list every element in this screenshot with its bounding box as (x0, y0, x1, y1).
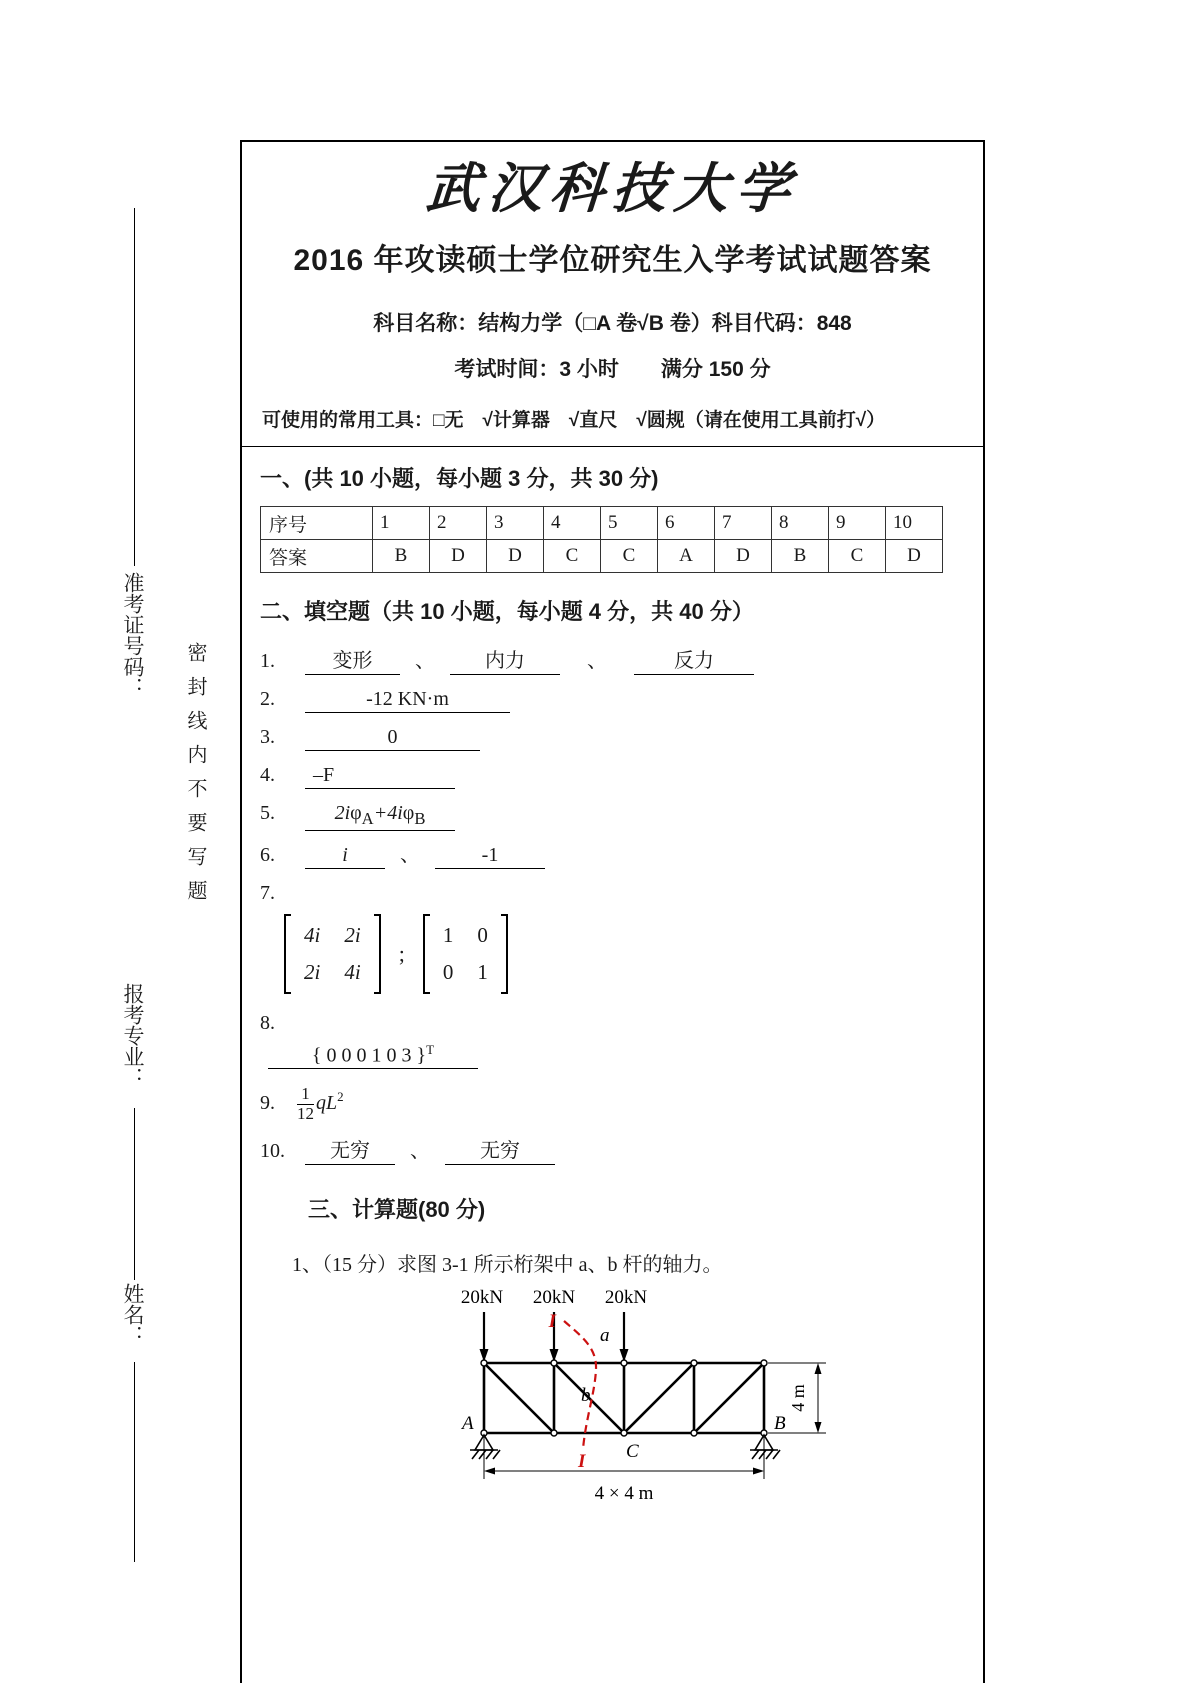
question-number: 5 (601, 507, 658, 540)
matrix-cell: 2i (344, 922, 361, 947)
fill-item-8 (260, 1010, 983, 1036)
answer-cell: D (715, 540, 772, 573)
multiple-choice-answer-table (260, 506, 943, 573)
answer-part: φ (402, 802, 415, 824)
item-number: 3. (260, 726, 275, 748)
question-number: 3 (487, 507, 544, 540)
fill-item-5 (260, 800, 983, 831)
answer-cell: D (430, 540, 487, 573)
truss-figure (442, 1285, 877, 1520)
fill-item-2 (260, 686, 983, 713)
question-number: 4 (544, 507, 601, 540)
answer-cell: D (487, 540, 544, 573)
fill-item-9 (260, 1085, 983, 1123)
load-label: 20kN (460, 1286, 504, 1308)
answer-subscript: A (361, 809, 374, 828)
exam-time-line: 考试时间：3 小时 满分 150 分 (454, 358, 771, 381)
answer-part: φ (350, 802, 362, 824)
item-number: 1. (260, 650, 275, 672)
item-number: 8. (260, 1011, 275, 1034)
question-number: 10 (886, 507, 943, 540)
allowed-tools-line: 可使用的常用工具：□无 √计算器 √直尺 √圆规（请在使用工具前打√） (262, 410, 886, 431)
answer-cell: C (601, 540, 658, 573)
seal-line-text: 密封线内不要写题 (184, 642, 206, 914)
fill-item-4 (260, 762, 983, 789)
answer-superscript: 2 (337, 1089, 344, 1105)
fill-item-6 (260, 842, 983, 869)
university-calligraphy-logo: 武汉科技大学 (424, 156, 801, 220)
question-number: 1 (373, 507, 430, 540)
answer-superscript: T (426, 1041, 435, 1057)
blank-answer: -12 KN·m (305, 686, 510, 713)
blank-answer (305, 800, 455, 831)
blank-answer: 变形 (305, 648, 400, 675)
matrix-cells (291, 914, 374, 994)
separator: 、 (587, 650, 607, 672)
name-fill-line (134, 1362, 135, 1562)
answer-cell: D (886, 540, 943, 573)
item-number: 10. (260, 1139, 285, 1162)
matrix-cell: 1 (442, 922, 454, 947)
support-B (750, 1435, 780, 1459)
exam-number-label: 准考证号码： (121, 572, 145, 698)
matrix-cell: 4i (304, 922, 321, 947)
item-number: 5. (260, 802, 275, 824)
blank-answer: –F (305, 762, 455, 789)
blank-answer: -1 (435, 842, 545, 869)
matrix-bracket-right (501, 914, 508, 994)
figure-3-1 (442, 1285, 877, 1525)
answer-part: qL (316, 1092, 338, 1115)
page-title: 2016 年攻读硕士学位研究生入学考试试题答案 (293, 244, 932, 277)
answer-cell: A (658, 540, 715, 573)
blank-answer: 内力 (450, 648, 560, 675)
answer-part: { 0 0 0 1 0 3 } (311, 1044, 427, 1067)
section3-heading: 三、计算题(80 分) (308, 1196, 486, 1222)
separator: 、 (410, 1139, 430, 1162)
fraction (297, 1085, 314, 1123)
subject-line: 科目名称：结构力学（□A 卷√B 卷）科目代码：848 (373, 312, 852, 335)
member-a-label: a (600, 1324, 610, 1346)
node-A-label: A (462, 1412, 474, 1434)
fill-item-3 (260, 724, 983, 751)
node-C-label: C (626, 1440, 639, 1462)
answer-part: +4i (373, 802, 403, 824)
question-number: 2 (430, 507, 487, 540)
matrix-cell: 0 (477, 922, 488, 947)
answer-subscript: B (414, 809, 426, 828)
matrix-separator: ; (398, 940, 405, 966)
table-row-numbers (261, 507, 943, 540)
fill-item-7 (260, 880, 983, 906)
item-number: 6. (260, 843, 275, 866)
matrix-bracket-right (374, 914, 381, 994)
span-dimension-lines (484, 1437, 764, 1479)
matrix-bracket-left (423, 914, 430, 994)
section-label-bottom: I (578, 1450, 586, 1472)
section-label-top: I (548, 1310, 556, 1332)
blank-answer (305, 842, 385, 869)
answer-part: 2i (334, 802, 351, 824)
blank-answer: 反力 (634, 648, 754, 675)
problem1-text: 1、（15 分）求图 3-1 所示桁架中 a、b 杆的轴力。 (292, 1253, 723, 1276)
matrix-cell: 2i (304, 959, 321, 984)
matrix-cell: 1 (477, 959, 488, 984)
matrix-cell: 0 (442, 959, 454, 984)
answer-cell: C (544, 540, 601, 573)
name-label: 姓名： (121, 1283, 145, 1346)
item7-matrices (284, 914, 983, 994)
height-dimension-label: 4 m (788, 1383, 808, 1412)
fill-item-1 (260, 648, 983, 675)
table-row-answers (261, 540, 943, 573)
section1-heading: 一、(共 10 小题，每小题 3 分，共 30 分) (260, 466, 659, 491)
blank-answer (268, 1042, 478, 1070)
support-A (470, 1435, 500, 1459)
answer-cell: B (373, 540, 430, 573)
col-number-label: 序号 (261, 507, 373, 540)
question-number: 7 (715, 507, 772, 540)
fill-item-8-answer (268, 1042, 983, 1070)
major-label: 报考专业： (121, 983, 145, 1088)
col-answer-label: 答案 (261, 540, 373, 573)
blank-answer: 无穷 (445, 1138, 555, 1165)
major-fill-line (134, 1108, 135, 1280)
item-number: 4. (260, 764, 275, 786)
blank-answer: 0 (305, 724, 480, 751)
matrix-cells (430, 914, 501, 994)
member-b-label: b (581, 1384, 591, 1406)
load-label: 20kN (604, 1286, 648, 1308)
answer-part: i (342, 843, 348, 866)
answer-cell: C (829, 540, 886, 573)
matrix-cell: 4i (344, 959, 361, 984)
separator: 、 (415, 650, 435, 672)
fill-item-10 (260, 1138, 983, 1165)
truss-members (484, 1363, 764, 1433)
item-number: 7. (260, 881, 275, 904)
question-number: 8 (772, 507, 829, 540)
section2-heading: 二、填空题（共 10 小题，每小题 4 分，共 40 分） (260, 599, 754, 624)
node-B-label: B (774, 1412, 786, 1434)
question-number: 9 (829, 507, 886, 540)
blank-answer: 无穷 (305, 1138, 395, 1165)
header-divider (242, 446, 983, 447)
load-label: 20kN (532, 1286, 576, 1308)
answer-cell: B (772, 540, 829, 573)
fraction-numerator: 1 (297, 1085, 314, 1105)
identity-matrix (423, 914, 508, 994)
answer-sheet-frame (240, 140, 985, 1683)
fraction-denominator: 12 (297, 1104, 314, 1124)
span-dimension-label: 4 × 4 m (594, 1482, 654, 1504)
stiffness-matrix (284, 914, 381, 994)
matrix-bracket-left (284, 914, 291, 994)
examno-fill-line (134, 208, 135, 566)
question-number: 6 (658, 507, 715, 540)
item-number: 2. (260, 688, 275, 710)
item-number: 9. (260, 1092, 275, 1115)
separator: 、 (400, 843, 420, 866)
